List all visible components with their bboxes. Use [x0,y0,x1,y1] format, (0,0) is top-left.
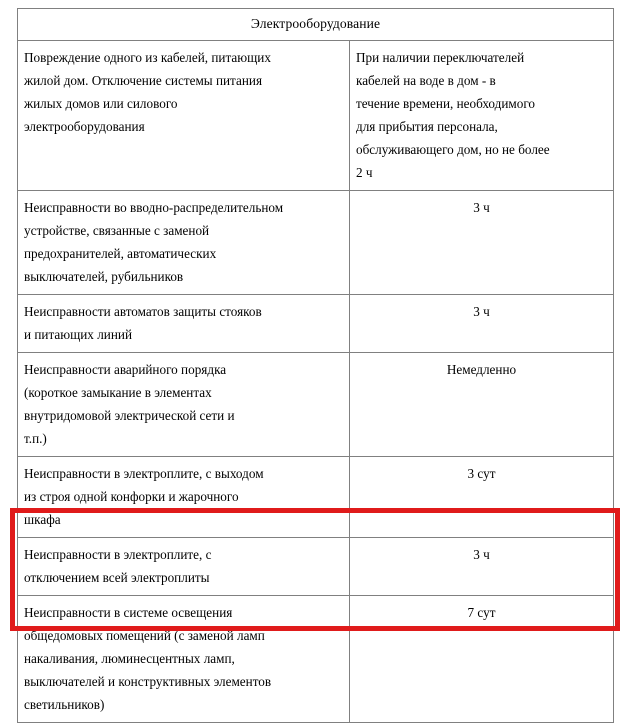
text-line: Неисправности в электроплите, с [24,547,212,562]
text-line: течение времени, необходимого [356,96,536,111]
text-line: 2 ч [356,165,373,180]
fault-description-cell [18,41,350,191]
resolution-term-cell [350,41,614,191]
text-line: Неисправности в электроплите, с выходом [24,466,264,481]
table-row [18,457,614,538]
text-line: для прибытия персонала, [356,119,498,134]
text-line: 7 сут [467,605,496,620]
text-line: 3 сут [467,466,496,481]
text-line: светильников) [24,697,105,712]
text-line: устройстве, связанные с заменой [24,223,210,238]
text-line: внутридомовой электрической сети и [24,408,235,423]
text-line: предохранителей, автоматических [24,246,217,261]
text-line: кабелей на воде в дом - в [356,73,496,88]
table-title-cell: Электрооборудование [18,9,614,41]
text-line: из строя одной конфорки и жарочного [24,489,239,504]
text-line: Неисправности аварийного порядка [24,362,227,377]
text-line: электрооборудования [24,119,145,134]
fault-description-cell [18,596,350,723]
equipment-fault-table [17,8,614,723]
text-line: 3 ч [473,200,490,215]
table-row [18,191,614,295]
text-line: Неисправности автоматов защиты стояков [24,304,262,319]
text-line: Неисправности в системе освещения [24,605,233,620]
text-line: накаливания, люминесцентных ламп, [24,651,235,666]
resolution-term-cell [350,538,614,596]
table-row [18,353,614,457]
text-line: 3 ч [473,547,490,562]
resolution-term-cell [350,457,614,538]
text-line: общедомовых помещений (с заменой ламп [24,628,265,643]
table-head [18,9,614,41]
text-line: (короткое замыкание в элементах [24,385,212,400]
table-container [17,8,613,723]
fault-description-cell [18,457,350,538]
text-line: жилых домов или силового [24,96,178,111]
table-row [18,295,614,353]
text-line: шкафа [24,512,61,527]
table-row [18,596,614,723]
table-header-row [18,9,614,41]
text-line: Немедленно [446,362,517,377]
text-line: обслуживающего дом, но не более [356,142,550,157]
text-line: 3 ч [473,304,490,319]
text-line: При наличии переключателей [356,50,525,65]
text-line: выключателей, рубильников [24,269,184,284]
fault-description-cell [18,295,350,353]
text-line: выключателей и конструктивных элементов [24,674,272,689]
table-row [18,538,614,596]
resolution-term-cell [350,191,614,295]
resolution-term-cell [350,596,614,723]
fault-description-cell [18,538,350,596]
fault-description-cell [18,353,350,457]
resolution-term-cell [350,295,614,353]
text-line: отключением всей электроплиты [24,570,210,585]
table-row [18,41,614,191]
resolution-term-cell [350,353,614,457]
text-line: и питающих линий [24,327,133,342]
table-body [18,41,614,723]
text-line: т.п.) [24,431,47,446]
text-line: жилой дом. Отключение системы питания [24,73,263,88]
text-line: Неисправности во вводно-распределительном [24,200,284,215]
fault-description-cell [18,191,350,295]
text-line: Повреждение одного из кабелей, питающих [24,50,271,65]
